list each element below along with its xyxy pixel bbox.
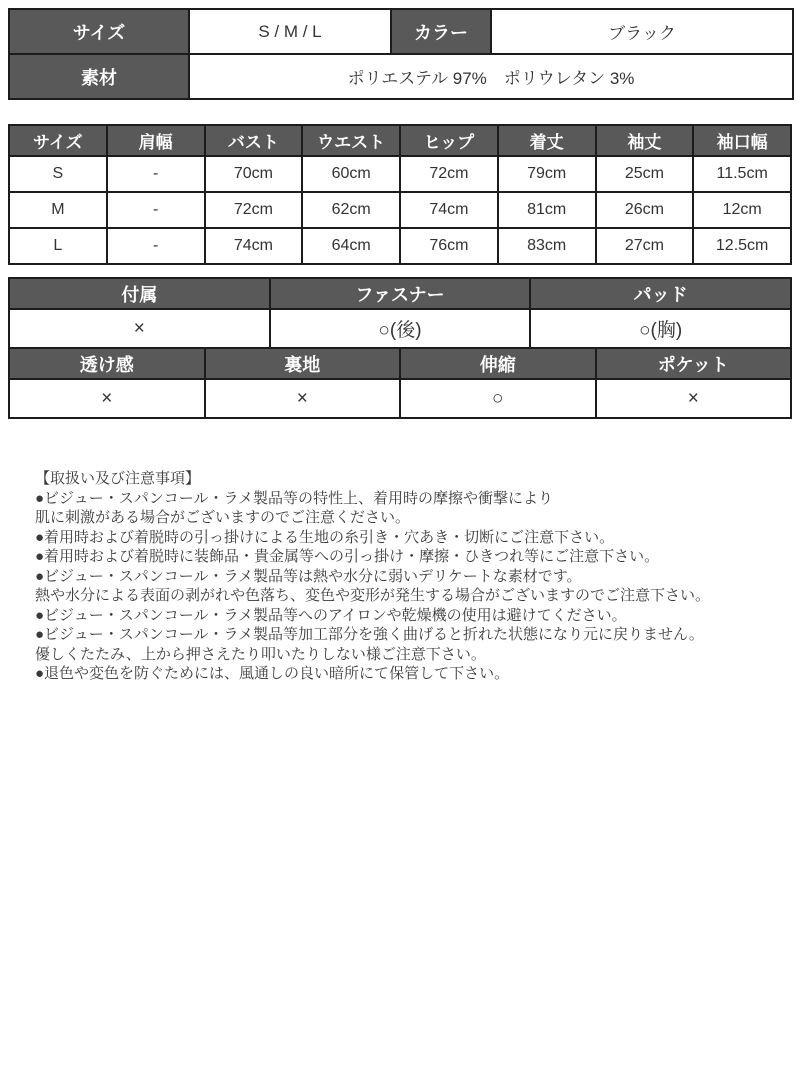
cell-s-waist: 60cm bbox=[302, 156, 400, 192]
size-label: サイズ bbox=[9, 9, 189, 54]
care-note-line: ●退色や変色を防ぐためには、風通しの良い暗所にて保管して下さい。 bbox=[35, 665, 510, 682]
color-value: ブラック bbox=[491, 9, 793, 54]
cell-l-shoulder: - bbox=[107, 228, 205, 264]
material-value: ポリエステル 97% ポリウレタン 3% bbox=[189, 54, 793, 99]
care-note-line: ●着用時および着脱時の引っ掛けによる生地の糸引き・穴あき・切断にご注意下さい。 bbox=[35, 528, 615, 546]
col-header-bust: バスト bbox=[205, 125, 303, 156]
feature1-header-row bbox=[9, 278, 791, 309]
col-header-stretch: 伸縮 bbox=[400, 348, 596, 379]
table-row-size-l bbox=[9, 228, 791, 264]
cell-m-size: M bbox=[9, 192, 107, 228]
col-header-shoulder: 肩幅 bbox=[107, 125, 205, 156]
table-row-size-m bbox=[9, 192, 791, 228]
cell-m-waist: 62cm bbox=[302, 192, 400, 228]
feature-table-fastener-pad bbox=[8, 277, 792, 349]
cell-l-size: L bbox=[9, 228, 107, 264]
cell-m-bust: 72cm bbox=[205, 192, 303, 228]
col-header-cuff: 袖口幅 bbox=[693, 125, 791, 156]
cell-l-cuff: 12.5cm bbox=[693, 228, 791, 264]
feature2-value-row bbox=[9, 379, 791, 418]
cell-s-shoulder: - bbox=[107, 156, 205, 192]
col-header-fastener: ファスナー bbox=[270, 278, 531, 309]
cell-lining: × bbox=[205, 379, 401, 418]
size-table-header-row bbox=[9, 125, 791, 156]
care-note-line: 優しくたたみ、上から押さえたり叩いたりしない様ご注意下さい。 bbox=[35, 645, 486, 663]
cell-s-length: 79cm bbox=[498, 156, 596, 192]
feature1-value-row bbox=[9, 309, 791, 348]
cell-l-sleeve: 27cm bbox=[596, 228, 694, 264]
size-value: S / M / L bbox=[189, 9, 391, 54]
col-header-waist: ウエスト bbox=[302, 125, 400, 156]
care-note-line: ●ビジュー・スパンコール・ラメ製品等へのアイロンや乾燥機の使用は避けてください。 bbox=[35, 606, 627, 624]
info-row-material bbox=[9, 54, 793, 99]
care-notes-section bbox=[8, 469, 792, 684]
col-header-length: 着丈 bbox=[498, 125, 596, 156]
cell-s-hip: 72cm bbox=[400, 156, 498, 192]
care-note-line: ●ビジュー・スパンコール・ラメ製品等加工部分を強く曲げると折れた状態になり元に戻りません。 bbox=[35, 626, 704, 643]
cell-pad: ○(胸) bbox=[530, 309, 791, 348]
col-header-sleeve: 袖丈 bbox=[596, 125, 694, 156]
col-header-sheer: 透け感 bbox=[9, 348, 205, 379]
care-note-line: 肌に刺激がある場合がございますのでご注意ください。 bbox=[35, 509, 411, 526]
col-header-pad: パッド bbox=[530, 278, 791, 309]
cell-s-cuff: 11.5cm bbox=[693, 156, 791, 192]
care-note-line: ●着用時および着脱時に装飾品・貴金属等への引っ掛け・摩擦・ひきつれ等にご注意下さい。 bbox=[35, 548, 660, 565]
cell-s-bust: 70cm bbox=[205, 156, 303, 192]
cell-sheer: × bbox=[9, 379, 205, 418]
cell-m-length: 81cm bbox=[498, 192, 596, 228]
care-note-line: ●ビジュー・スパンコール・ラメ製品等は熱や水分に弱いデリケートな素材です。 bbox=[35, 567, 582, 585]
care-notes-title: 【取扱い及び注意事項】 bbox=[35, 470, 201, 487]
feature2-header-row bbox=[9, 348, 791, 379]
care-note-line: ●ビジュー・スパンコール・ラメ製品等の特性上、着用時の摩擦や衝撃により bbox=[35, 489, 554, 507]
cell-m-hip: 74cm bbox=[400, 192, 498, 228]
care-note-line: 熱や水分による表面の剥がれや色落ち、変色や変形が発生する場合がございますのでご注意下さい。 bbox=[35, 587, 711, 604]
col-header-accessory: 付属 bbox=[9, 278, 270, 309]
cell-s-size: S bbox=[9, 156, 107, 192]
cell-accessory: × bbox=[9, 309, 270, 348]
cell-l-bust: 74cm bbox=[205, 228, 303, 264]
cell-pocket: × bbox=[596, 379, 792, 418]
feature-table-lining-stretch bbox=[8, 347, 792, 419]
cell-l-hip: 76cm bbox=[400, 228, 498, 264]
color-label: カラー bbox=[391, 9, 491, 54]
cell-m-cuff: 12cm bbox=[693, 192, 791, 228]
table-row-size-s bbox=[9, 156, 791, 192]
cell-m-sleeve: 26cm bbox=[596, 192, 694, 228]
info-row-size-color bbox=[9, 9, 793, 54]
cell-m-shoulder: - bbox=[107, 192, 205, 228]
product-info-table bbox=[8, 8, 794, 100]
material-label: 素材 bbox=[9, 54, 189, 99]
size-measurement-table bbox=[8, 124, 792, 265]
col-header-size: サイズ bbox=[9, 125, 107, 156]
cell-l-waist: 64cm bbox=[302, 228, 400, 264]
cell-s-sleeve: 25cm bbox=[596, 156, 694, 192]
cell-fastener: ○(後) bbox=[270, 309, 531, 348]
cell-stretch: ○ bbox=[400, 379, 596, 418]
col-header-pocket: ポケット bbox=[596, 348, 792, 379]
col-header-hip: ヒップ bbox=[400, 125, 498, 156]
cell-l-length: 83cm bbox=[498, 228, 596, 264]
col-header-lining: 裏地 bbox=[205, 348, 401, 379]
